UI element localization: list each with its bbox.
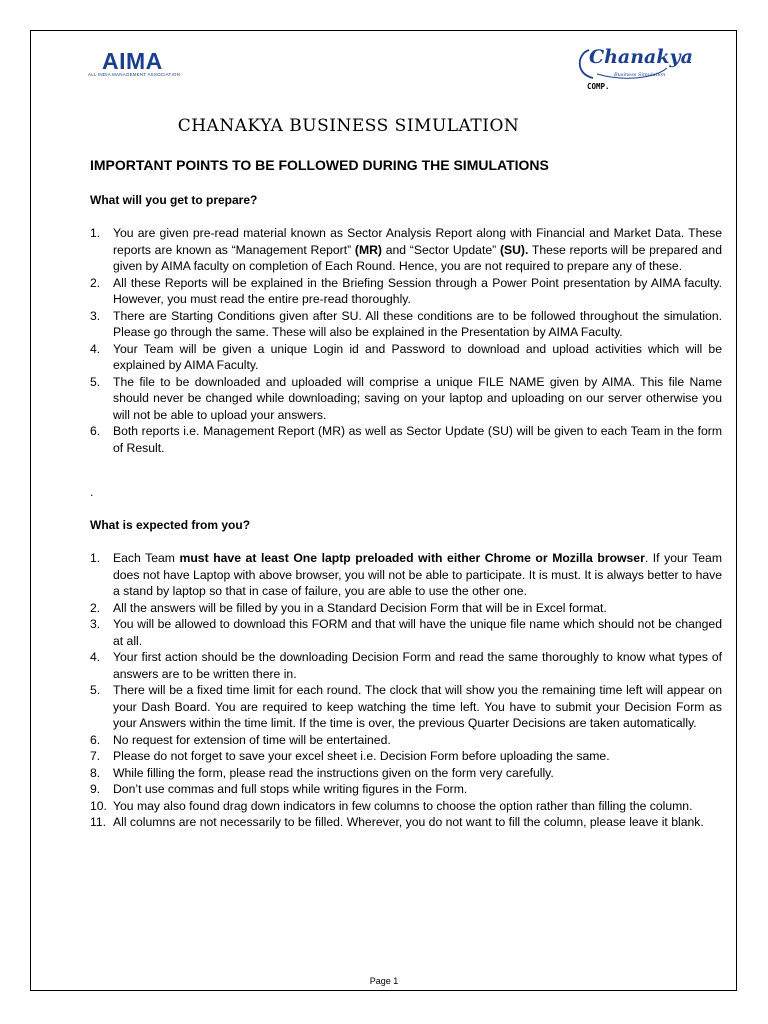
expected-list-item bbox=[90, 781, 722, 798]
expected-list-item bbox=[90, 798, 722, 815]
list-item-number: 3. bbox=[90, 617, 101, 631]
expected-list-item bbox=[90, 765, 722, 782]
list-item-number: 4. bbox=[90, 650, 101, 664]
expected-list-item bbox=[90, 748, 722, 765]
list-item-text: . If your Team does not have Laptop with above browser, you will not be able to participate. It is must. It is always better to have a stand by laptop so that in case of failure, you are able to use the other one. bbox=[113, 551, 722, 598]
list-item-number: 10. bbox=[90, 798, 107, 813]
expected-list bbox=[90, 550, 722, 831]
list-item-number: 4. bbox=[90, 341, 101, 356]
list-item-number: 5. bbox=[90, 374, 101, 389]
trailing-dot: . bbox=[90, 485, 94, 499]
chanakya-logo-text: Chanakya bbox=[589, 46, 693, 68]
expected-list-item bbox=[90, 649, 722, 682]
list-item-number: 6. bbox=[90, 424, 101, 438]
list-item-number: 2. bbox=[90, 600, 101, 615]
list-item-text: These reports will be prepared and given by AIMA faculty on completion of Each Round. Hence, you are not required to prepare any of these. bbox=[113, 242, 722, 273]
aima-logo bbox=[88, 48, 198, 80]
list-item-text: Each Team bbox=[113, 551, 180, 565]
section-heading-expected: What is expected from you? bbox=[90, 518, 251, 532]
list-item-emphasis: must have at least One laptp preloaded with either Chrome or Mozilla browser bbox=[179, 551, 645, 565]
list-item-number: 5. bbox=[90, 683, 101, 697]
prepare-list-item bbox=[90, 423, 722, 456]
expected-list-item bbox=[90, 550, 722, 600]
list-item-number: 3. bbox=[90, 308, 101, 323]
list-item-number: 11. bbox=[90, 815, 107, 829]
page-border bbox=[30, 30, 737, 991]
prepare-list-item bbox=[90, 374, 722, 424]
prepare-list-item bbox=[90, 275, 722, 308]
list-item-text: There will be a fixed time limit for each round. The clock that will show you the remaining time left will appear on your Dash Board. You are required to keep watching the time left. You have to submit your Decision Form as your Answers within the time limit. If the time is over, the previous Quarter Decisions are taken automatically. bbox=[113, 683, 722, 730]
chanakya-logo-subtitle: Business Simulation bbox=[614, 72, 666, 78]
list-item-text: and “Sector Update” bbox=[382, 242, 500, 257]
list-item-text: Your Team will be given a unique Login id and Password to download and upload activities which will be explained by AIMA Faculty. bbox=[113, 341, 722, 372]
list-item-number: 1. bbox=[90, 226, 101, 240]
expected-list-item bbox=[90, 732, 722, 749]
list-item-text: While filling the form, please read the instructions given on the form very carefully. bbox=[113, 765, 554, 780]
list-item-text: You are given pre-read material known as Sector Analysis Report along with Financial and Market Data. These reports are known as “Management Report” bbox=[113, 226, 722, 257]
document-title: CHANAKYA BUSINESS SIMULATION bbox=[177, 116, 520, 136]
list-item-text: Please do not forget to save your excel sheet i.e. Decision Form before uploading the same. bbox=[113, 749, 610, 763]
expected-list-item bbox=[90, 600, 722, 617]
list-item-number: 1. bbox=[90, 551, 101, 565]
list-item-text: You will be allowed to download this FORM and that will have the unique file name which should not be changed at all. bbox=[113, 617, 722, 648]
list-item-emphasis: (SU). bbox=[499, 242, 529, 257]
aima-logo-subtitle: ALL INDIA MANAGEMENT ASSOCIATION bbox=[88, 72, 181, 77]
list-item-text: All these Reports will be explained in the Briefing Session through a Power Point presentation by AIMA faculty. However, you must read the entire pre-read thoroughly. bbox=[113, 275, 722, 306]
list-item-number: 7. bbox=[90, 749, 101, 763]
expected-list-item bbox=[90, 682, 722, 732]
page-number: Page 1 bbox=[369, 976, 399, 986]
expected-list-item bbox=[90, 814, 722, 831]
list-item-number: 2. bbox=[90, 275, 101, 290]
list-item-text: All the answers will be filled by you in a Standard Decision Form that will be in Excel format. bbox=[113, 600, 607, 615]
list-item-text: Both reports i.e. Management Report (MR) as well as Sector Update (SU) will be given to each Team in the form of Result. bbox=[113, 424, 722, 455]
comp-label: COMP. bbox=[587, 82, 610, 91]
prepare-list-item bbox=[90, 225, 722, 275]
prepare-list-item bbox=[90, 308, 722, 341]
list-item-emphasis: (MR) bbox=[354, 242, 382, 257]
list-item-text: You may also found drag down indicators in few columns to choose the option rather than filling the column. bbox=[113, 798, 693, 813]
list-item-text: Don’t use commas and full stops while writing figures in the Form. bbox=[113, 782, 468, 796]
section-heading-prepare: What will you get to prepare? bbox=[90, 193, 258, 207]
list-item-number: 9. bbox=[90, 782, 101, 796]
aima-logo-text: AIMA bbox=[102, 48, 163, 74]
document-subtitle: IMPORTANT POINTS TO BE FOLLOWED DURING THE SIMULATIONS bbox=[90, 157, 549, 173]
list-item-text: There are Starting Conditions given after SU. All these conditions are to be followed throughout the simulation. Please go through the same. These will also be explained in the Presentation by AIMA Faculty. bbox=[113, 308, 722, 339]
list-item-text: The file to be downloaded and uploaded will comprise a unique FILE NAME given by AIMA. This file Name should never be changed while downloading; saving on your laptop and uploading on our server otherwise you will not be able to upload your answers. bbox=[113, 374, 722, 422]
expected-list-item bbox=[90, 616, 722, 649]
prepare-list-item bbox=[90, 341, 722, 374]
list-item-text: No request for extension of time will be entertained. bbox=[113, 732, 391, 747]
list-item-number: 8. bbox=[90, 765, 101, 780]
list-item-text: Your first action should be the downloading Decision Form and read the same thoroughly to know what types of answers are to be written there in. bbox=[113, 650, 722, 681]
list-item-text: All columns are not necessarily to be filled. Wherever, you do not want to fill the column, please leave it blank. bbox=[113, 815, 704, 829]
list-item-number: 6. bbox=[90, 732, 101, 747]
prepare-list bbox=[90, 225, 722, 456]
